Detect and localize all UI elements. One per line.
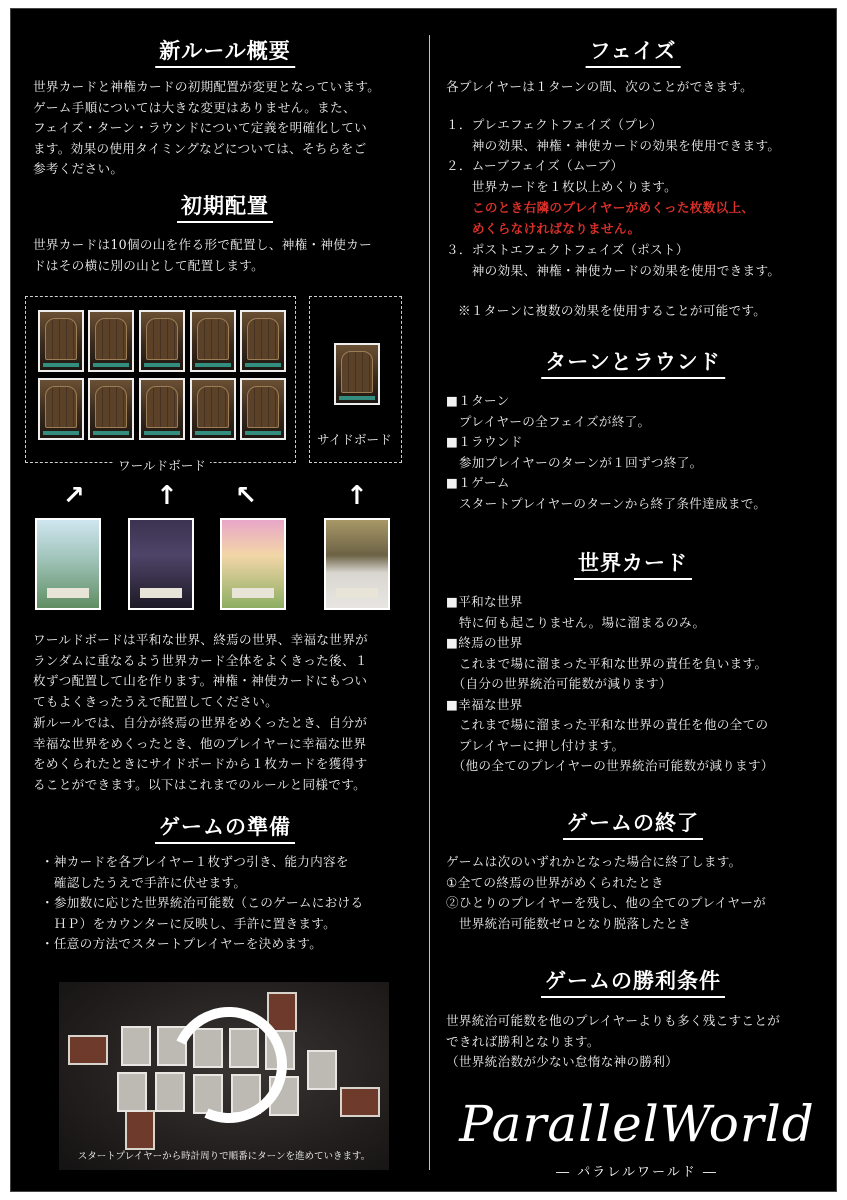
happy-world-card-image [220, 518, 286, 610]
phase-heading: フェイズ [586, 35, 681, 68]
world-card [38, 378, 84, 440]
rules-overview-heading: 新ルール概要 [155, 35, 295, 68]
logo-subtitle: ― パラレルワールド ― [556, 1165, 718, 1180]
turn-round-text: ■１ターン プレイヤーの全フェイズが終了。 ■１ラウンド 参加プレイヤーのターンが１回ずつ終了。 ■１ゲーム スタートプレイヤーのターンから終了条件達成まで。 [446, 393, 767, 511]
world-card [38, 310, 84, 372]
side-pile-card [307, 1050, 337, 1090]
arrow-up-left-icon: ↖ [235, 481, 257, 511]
world-card [88, 310, 134, 372]
world-card [88, 378, 134, 440]
arrow-up-right-icon: ↗ [63, 481, 85, 511]
turn-round-heading: ターンとラウンド [541, 346, 725, 379]
new-rule-text: 新ルールでは、自分が終焉の世界をめくったとき、自分が 幸福な世界をめくったとき、他のプレイヤーに幸福な世界 をめくられたときにサイドボードから１枚カードを獲得す ることができます。以下はこれまでのルールと同様です。 [33, 715, 368, 792]
world-card-text: ■平和な世界 特に何も起こりません。場に溜まるのみ。 ■終焉の世界 これまで場に溜まった平和な世界の責任を負います。 （自分の世界統治可能数が減ります） ■幸福な世界 これまで場に溜まった平和な世界の責任を他の全ての プレイヤーに押し付けます。 （他の全てのプレイヤーの世界統治可能数が減ります） [446, 594, 774, 773]
world-card [190, 310, 236, 372]
divine-right-card-image [324, 518, 390, 610]
arrow-up-icon: ↑ [156, 481, 178, 511]
phase-warning: このとき右隣のプレイヤーがめくった枚数以上、 めくらなければなりません。 [472, 200, 755, 236]
world-card [190, 378, 236, 440]
phase-list-b: ３．ポストエフェクトフェイズ（ポスト） 神の効果、神権・神使カードの効果を使用できます。 [446, 242, 781, 278]
world-card-heading: 世界カード [574, 547, 692, 580]
world-card [139, 378, 185, 440]
phase-list-a: １．プレエフェクトフェイズ（プレ） 神の効果、神権・神使カードの効果を使用できます。 ２．ムーブフェイズ（ムーブ） 世界カードを１枚以上めくります。 [446, 117, 781, 194]
photo-caption: スタートプレイヤーから時計周りで順番にターンを進めていきます。 [77, 1151, 371, 1162]
table-card [117, 1072, 147, 1112]
initial-setup-heading: 初期配置 [177, 190, 273, 223]
peaceful-world-card-image [35, 518, 101, 610]
player-card [68, 1035, 108, 1065]
side-card [334, 343, 380, 405]
world-card [139, 310, 185, 372]
world-card [240, 310, 286, 372]
player-card [340, 1087, 380, 1117]
game-end-text: ゲームは次のいずれかとなった場合に終了します。 ①全ての終焉の世界がめくられたとき ②ひとりのプレイヤーを残し、他の全てのプレイヤーが 世界統治可能数ゼロとなり脱落したとき [446, 854, 767, 931]
player-card [125, 1110, 155, 1150]
game-prep-text: ・神カードを各プレイヤー１枚ずつ引き、能力内容を 確認したうえで手許に伏せます。 ・参加数に応じた世界統治可能数（このゲームにおける ＨＰ）をカウンターに反映し、手許に置きます。 ・任意の方法でスタートプレイヤーを決めます。 [41, 854, 364, 951]
initial-setup-text: 世界カードは10個の山を作る形で配置し、神権・神使カー ドはその横に別の山として配置します。 [33, 237, 372, 273]
phase-note: ※１ターンに複数の効果を使用することが可能です。 [458, 303, 767, 318]
parallel-world-logo: ParallelWorld [459, 1095, 815, 1153]
column-divider [429, 35, 430, 1170]
rulebook-page [10, 8, 837, 1192]
arrow-up-icon: ↑ [346, 481, 368, 511]
victory-heading: ゲームの勝利条件 [541, 965, 725, 998]
doom-world-card-image [128, 518, 194, 610]
table-card [121, 1026, 151, 1066]
world-card [240, 378, 286, 440]
rules-overview-text: 世界カードと神権カードの初期配置が変更となっています。 ゲーム手順については大きな変更はありません。また、 フェイズ・ターン・ラウンドについて定義を明確化してい ます。効果の使用タイミングなどについては、そちらをご 参考ください。 [33, 79, 381, 176]
game-end-heading: ゲームの終了 [563, 807, 703, 840]
phase-intro: 各プレイヤーは１ターンの間、次のことができます。 [446, 79, 754, 94]
victory-text: 世界統治可能数を他のプレイヤーよりも多く残こすことが できれば勝利となります。 （世界統治数が少ない怠惰な神の勝利） [446, 1013, 781, 1069]
game-prep-heading: ゲームの準備 [155, 811, 295, 844]
side-board-label: サイドボード [317, 432, 392, 447]
world-board-text: ワールドボードは平和な世界、終焉の世界、幸福な世界が ランダムに重なるよう世界カード全体をよくきった後、１ 枚ずつ配置して山を作ります。神権・神使カードにもつい てもよくきったうえで配置してください。 [33, 632, 368, 709]
world-board-label: ワールドボード [114, 455, 210, 474]
table-layout-photo [59, 982, 389, 1170]
